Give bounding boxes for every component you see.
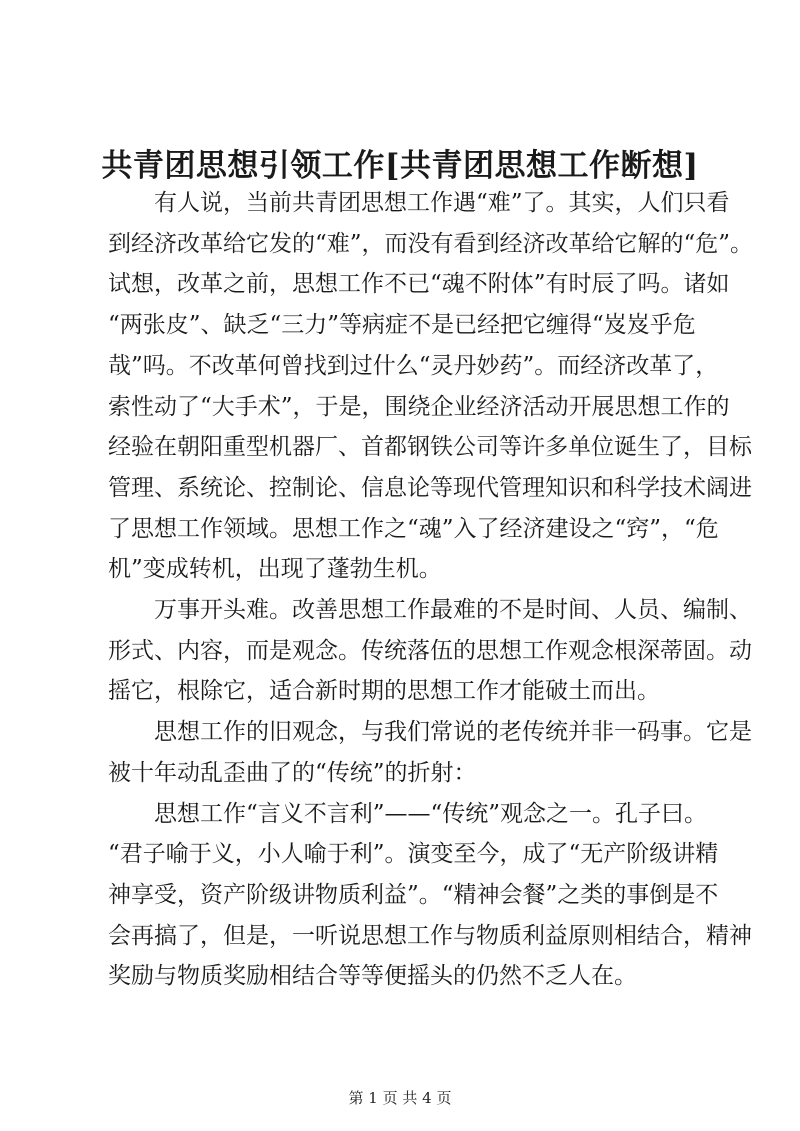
text-line: 到经济改革给它发的“难”，而没有看到经济改革给它解的“危”。 — [108, 230, 754, 257]
text-line: 管理、系统论、控制论、信息论等现代管理知识和科学技术阔进 — [108, 474, 752, 501]
text-line: 索性动了“大手术”，于是，围绕企业经济活动开展思想工作的 — [108, 393, 730, 420]
text-line: 机”变成转机，出现了蓬勃生机。 — [108, 556, 442, 583]
paragraph-1 — [108, 183, 754, 590]
text-line: 试想，改革之前，思想工作不已“魂不附体”有时辰了吗。诸如 — [108, 271, 730, 298]
text-line: 万事开头难。改善思想工作最难的不是时间、人员、编制、 — [154, 597, 752, 624]
page-number-footer: 第 1 页 共 4 页 — [348, 1089, 452, 1107]
text-line: 奖励与物质奖励相结合等等便摇头的仍然不乏人在。 — [108, 963, 637, 990]
text-line: 思想工作的旧观念，与我们常说的老传统并非一码事。它是 — [154, 719, 752, 746]
paragraph-2 — [108, 590, 752, 712]
text-line: 被十年动乱歪曲了的“传统”的折射： — [108, 759, 477, 786]
text-line: “两张皮”、缺乏“三力”等病症不是已经把它缠得“岌岌乎危 — [108, 312, 696, 339]
text-line: 摇它，根除它，适合新时期的思想工作才能破土而出。 — [108, 678, 660, 705]
document-title: 共青团思想引领工作[共青团思想工作断想] — [101, 148, 699, 184]
document-body — [108, 183, 754, 997]
text-line: 会再搞了，但是，一听说思想工作与物质利益原则相结合，精神 — [108, 922, 752, 949]
text-line: 形式、内容，而是观念。传统落伍的思想工作观念根深蒂固。动 — [108, 637, 752, 664]
text-line: 有人说，当前共青团思想工作遇“难”了。其实，人们只看 — [154, 190, 730, 216]
text-line: 神享受，资产阶级讲物质利益”。“精神会餐”之类的事倒是不 — [108, 881, 719, 908]
paragraph-4 — [108, 794, 752, 998]
text-line: “君子喻于义，小人喻于利”。演变至今，成了“无产阶级讲精 — [108, 841, 719, 868]
text-line: 哉”吗。不改革何曾找到过什么“灵丹妙药”。而经济改革了， — [108, 352, 719, 379]
text-line: 经验在朝阳重型机器厂、首都钢铁公司等许多单位诞生了，目标 — [108, 434, 752, 461]
text-line: 思想工作“言义不言利”——“传统”观念之一。孔子曰。 — [154, 800, 708, 827]
text-line: 了思想工作领域。思想工作之“魂”入了经济建设之“窍”，“危 — [108, 515, 719, 542]
paragraph-3 — [108, 712, 752, 793]
